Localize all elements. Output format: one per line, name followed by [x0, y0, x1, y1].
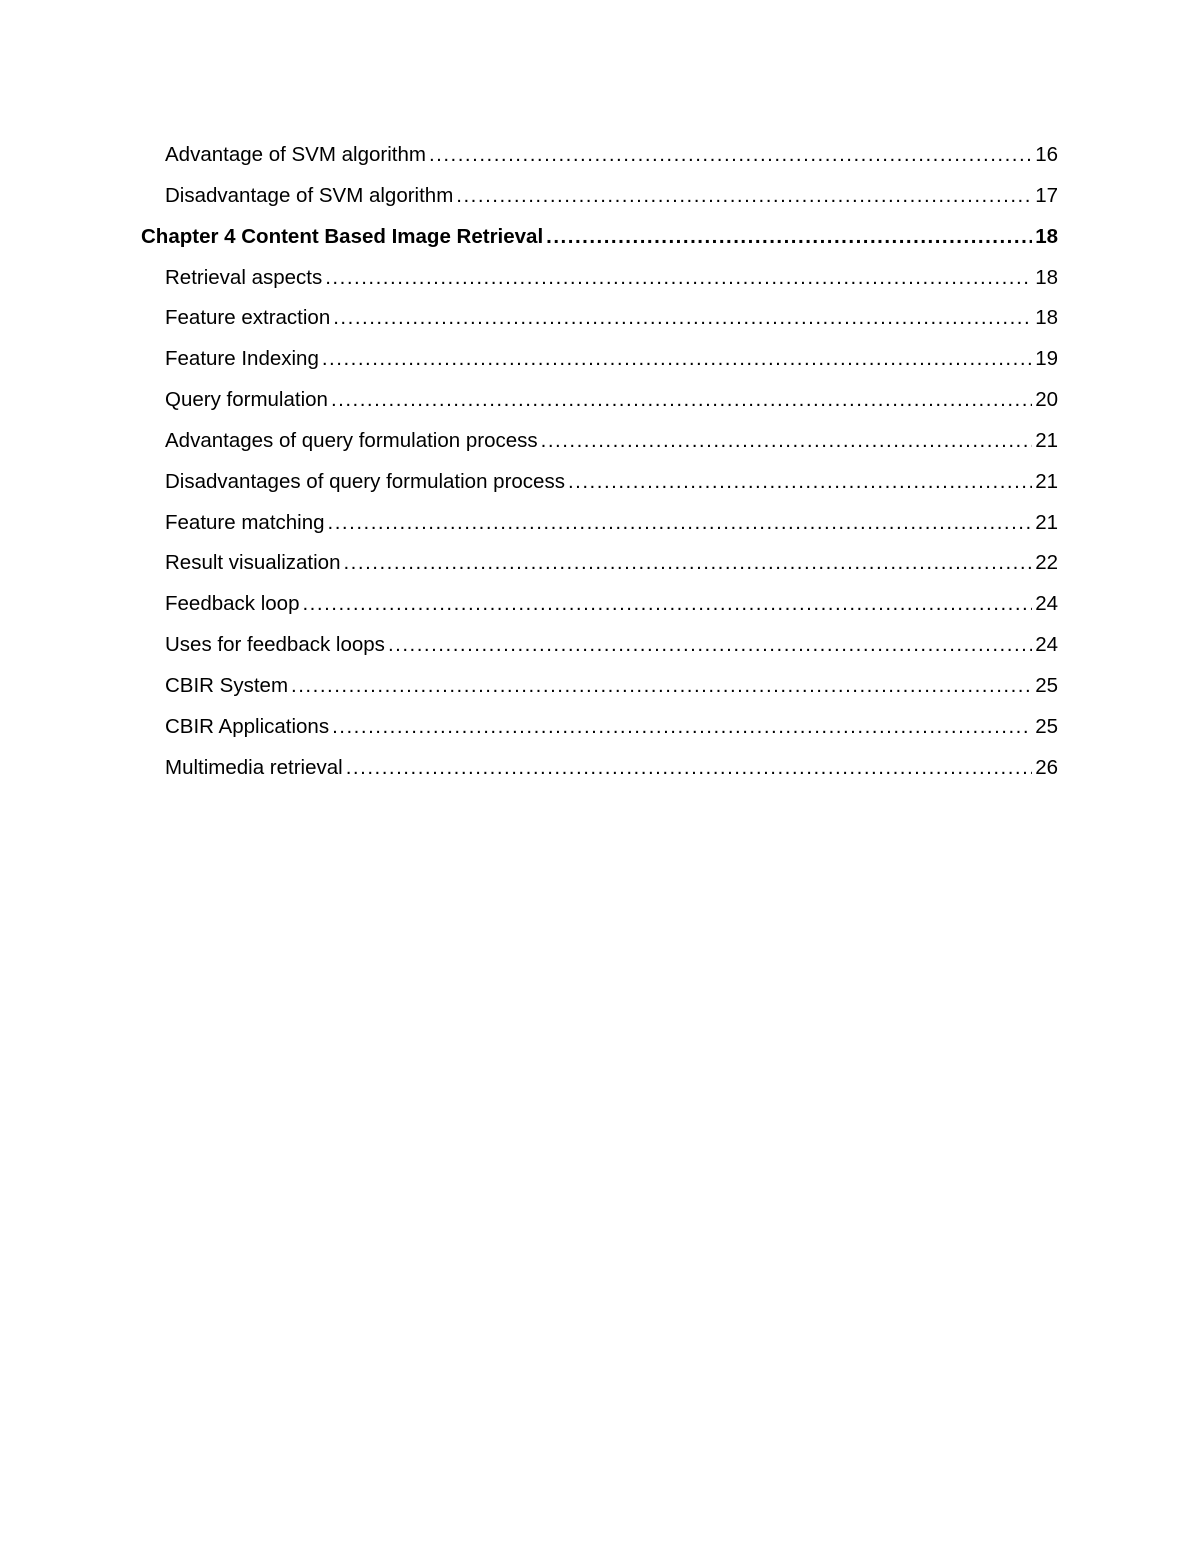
- toc-entry-title: Multimedia retrieval: [165, 755, 343, 779]
- dot-leader: [343, 543, 1032, 584]
- dot-leader: [325, 258, 1032, 299]
- toc-entry-page-number: 20: [1035, 388, 1058, 412]
- dot-leader: [322, 339, 1032, 380]
- toc-entry-page-number: 19: [1035, 347, 1058, 371]
- toc-entry-page-number: 17: [1035, 183, 1058, 207]
- toc-entry-page-number: 24: [1035, 592, 1058, 616]
- toc-entry[interactable]: [141, 298, 1058, 339]
- toc-entry[interactable]: [141, 135, 1058, 176]
- toc-entry-title: Feature extraction: [165, 306, 331, 330]
- toc-chapter-page-number: 18: [1035, 224, 1058, 248]
- dot-leader: [328, 503, 1033, 544]
- toc-entry-page-number: 16: [1035, 143, 1058, 166]
- toc-entry-title: Result visualization: [165, 551, 341, 575]
- toc-entry-title: Retrieval aspects: [165, 265, 323, 289]
- toc-entry-page-number: 21: [1035, 510, 1058, 534]
- table-of-contents: [141, 135, 1058, 789]
- toc-entry-title: Advantage of SVM algorithm: [165, 143, 426, 166]
- toc-entry-page-number: 24: [1035, 633, 1058, 657]
- dot-leader: [332, 707, 1032, 748]
- toc-entry-page-number: 18: [1035, 265, 1058, 289]
- toc-entry-title: Disadvantage of SVM algorithm: [165, 183, 454, 207]
- toc-entry[interactable]: [141, 625, 1058, 666]
- toc-entry[interactable]: [141, 748, 1058, 789]
- toc-entry[interactable]: [141, 462, 1058, 503]
- toc-entry-title: Feature Indexing: [165, 347, 319, 371]
- toc-entry-title: CBIR System: [165, 673, 289, 697]
- toc-entry[interactable]: [141, 380, 1058, 421]
- toc-entry[interactable]: [141, 503, 1058, 544]
- dot-leader: [291, 666, 1032, 707]
- dot-leader: [456, 176, 1032, 217]
- toc-entry-page-number: 18: [1035, 306, 1058, 330]
- toc-entry-title: Uses for feedback loops: [165, 633, 385, 657]
- toc-entry-page-number: 21: [1035, 428, 1058, 452]
- dot-leader: [546, 217, 1032, 258]
- toc-chapter-title: Chapter 4 Content Based Image Retrieval: [141, 224, 544, 248]
- toc-entry[interactable]: [141, 666, 1058, 707]
- toc-entry-page-number: 21: [1035, 469, 1058, 493]
- toc-entry[interactable]: [141, 339, 1058, 380]
- toc-entry-title: Query formulation: [165, 388, 328, 412]
- dot-leader: [429, 135, 1032, 176]
- toc-entry[interactable]: [141, 421, 1058, 462]
- toc-entry[interactable]: [141, 584, 1058, 625]
- dot-leader: [541, 421, 1033, 462]
- toc-entry[interactable]: [141, 258, 1058, 299]
- dot-leader: [568, 462, 1032, 503]
- toc-entry[interactable]: [141, 707, 1058, 748]
- toc-chapter-entry[interactable]: [141, 217, 1058, 258]
- toc-entry-title: CBIR Applications: [165, 714, 330, 738]
- toc-entry-title: Feedback loop: [165, 592, 300, 616]
- toc-entry-title: Disadvantages of query formulation process: [165, 469, 565, 493]
- dot-leader: [302, 584, 1032, 625]
- toc-entry-page-number: 22: [1035, 551, 1058, 575]
- dot-leader: [333, 298, 1032, 339]
- toc-entry-title: Feature matching: [165, 510, 325, 534]
- dot-leader: [388, 625, 1032, 666]
- toc-entry[interactable]: [141, 543, 1058, 584]
- toc-entry-page-number: 25: [1035, 714, 1058, 738]
- toc-entry-title: Advantages of query formulation process: [165, 428, 538, 452]
- toc-entry-page-number: 26: [1035, 755, 1058, 779]
- dot-leader: [331, 380, 1032, 421]
- toc-entry-page-number: 25: [1035, 673, 1058, 697]
- dot-leader: [346, 748, 1032, 789]
- toc-entry[interactable]: [141, 176, 1058, 217]
